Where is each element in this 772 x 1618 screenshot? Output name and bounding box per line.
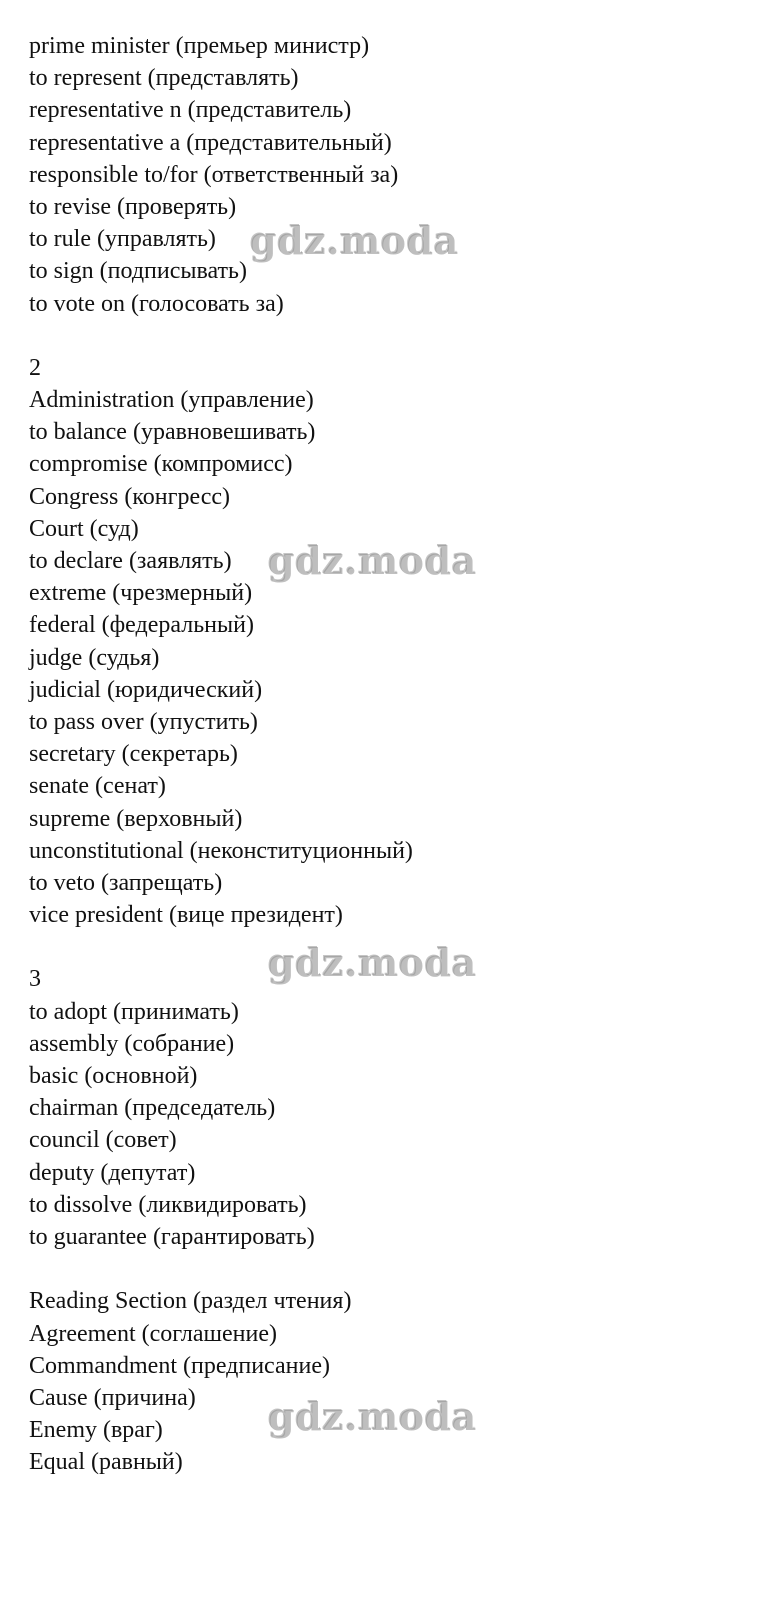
section-number: 2 xyxy=(29,354,41,381)
spacer xyxy=(29,1253,749,1285)
vocab-entry: to veto (запрещать) xyxy=(29,869,223,896)
vocab-entry: Enemy (враг) xyxy=(29,1417,163,1444)
vocab-entry: secretary (секретарь) xyxy=(29,741,238,768)
vocab-entry: assembly (собрание) xyxy=(29,1030,235,1057)
vocab-entry: senate (сенат) xyxy=(29,773,166,800)
vocab-entry: chairman (председатель) xyxy=(29,1095,276,1122)
vocab-entry: to pass over (упустить) xyxy=(29,708,258,735)
vocab-entry: council (совет) xyxy=(29,1127,177,1154)
vocab-entry: to dissolve (ликвидировать) xyxy=(29,1191,307,1218)
vocab-entry: to sign (подписывать) xyxy=(29,258,247,285)
vocab-entry: judge (судья) xyxy=(29,644,160,671)
vocab-section-3 xyxy=(29,963,749,1253)
vocabulary-document xyxy=(29,30,749,1478)
vocab-entry: federal (федеральный) xyxy=(29,612,254,639)
spacer xyxy=(29,320,749,352)
vocab-entry: compromise (компромисс) xyxy=(29,451,293,478)
vocab-entry: representative n (представитель) xyxy=(29,97,352,124)
vocab-entry: to guarantee (гарантировать) xyxy=(29,1223,315,1250)
spacer xyxy=(29,931,749,963)
vocab-entry: basic (основной) xyxy=(29,1063,198,1089)
vocab-entry: responsible to/for (ответственный за) xyxy=(29,161,399,188)
vocab-entry: to revise (проверять) xyxy=(29,193,237,220)
vocab-entry: Court (суд) xyxy=(29,515,139,542)
vocab-section-2 xyxy=(29,352,749,931)
vocab-entry: Administration (управление) xyxy=(29,387,314,414)
section-number: 3 xyxy=(29,966,41,993)
vocab-entry: Commandment (предписание) xyxy=(29,1352,330,1379)
watermark: gdz.moda xyxy=(268,940,477,985)
vocab-entry: to rule (управлять) xyxy=(29,226,216,253)
vocab-entry: judicial (юридический) xyxy=(29,676,263,703)
watermark: gdz.moda xyxy=(268,1394,477,1439)
watermark: gdz.moda xyxy=(250,218,459,263)
vocab-entry: to declare (заявлять) xyxy=(29,548,232,574)
vocab-entry: Congress (конгресс) xyxy=(29,483,230,510)
vocab-entry: unconstitutional (неконституционный) xyxy=(29,837,413,864)
vocab-entry: to vote on (голосовать за) xyxy=(29,290,284,317)
reading-section xyxy=(29,1285,749,1478)
vocab-entry: supreme (верховный) xyxy=(29,805,243,832)
vocab-entry: to adopt (принимать) xyxy=(29,998,239,1025)
vocab-entry: to balance (уравновешивать) xyxy=(29,419,316,446)
vocab-entry: Equal (равный) xyxy=(29,1449,183,1476)
vocab-section-1 xyxy=(29,30,749,320)
vocab-entry: extreme (чрезмерный) xyxy=(29,580,253,607)
vocab-entry: representative a (представительный) xyxy=(29,129,392,156)
vocab-entry: Reading Section (раздел чтения) xyxy=(29,1288,352,1315)
vocab-entry: Cause (причина) xyxy=(29,1384,196,1411)
vocab-entry: prime minister (премьер министр) xyxy=(29,33,370,59)
vocab-entry: vice president (вице президент) xyxy=(29,902,343,929)
vocab-entry: deputy (депутат) xyxy=(29,1159,196,1186)
vocab-entry: Agreement (соглашение) xyxy=(29,1320,277,1347)
watermark: gdz.moda xyxy=(268,538,477,583)
vocab-entry: to represent (представлять) xyxy=(29,65,299,92)
